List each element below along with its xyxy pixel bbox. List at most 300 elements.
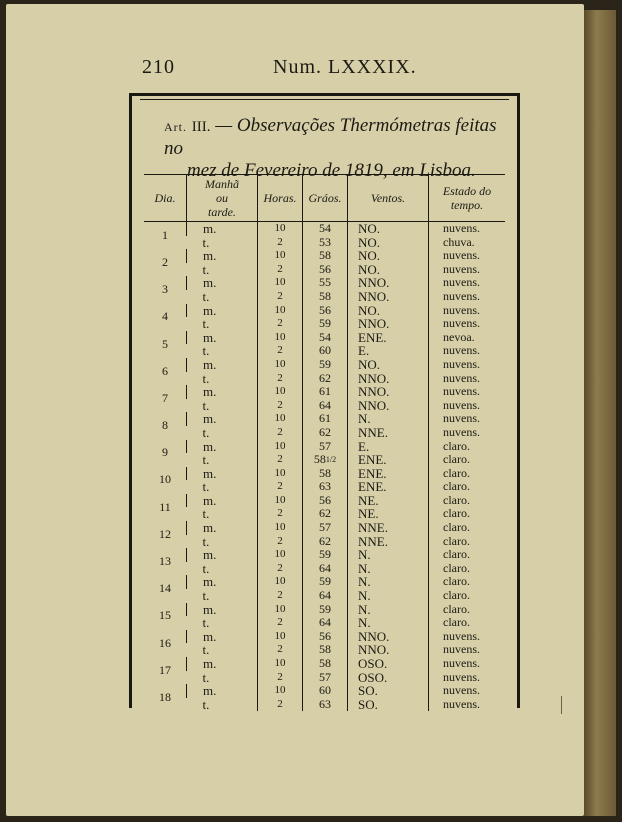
hours-cell [258,698,303,712]
degrees-cell [303,548,348,562]
degrees-fraction: 1/2 [325,455,337,465]
wind-cell-value: NNO. [358,316,390,332]
hours-cell-value: 2 [277,398,283,411]
wind-cell-value: N. [358,615,371,631]
weather-cell [429,276,506,290]
day-cell: 7 [162,390,168,405]
degrees-cell-value: 58 [319,288,331,303]
weather-cell-value: nuvens. [443,370,480,385]
weather-cell [429,616,506,630]
wind-cell [348,698,429,712]
degrees-cell [303,671,348,685]
time-of-day-cell-value: t. [202,397,210,413]
weather-cell-value: nuvens. [443,316,480,331]
time-of-day-cell-value: t. [202,370,210,386]
weather-cell [429,426,506,440]
wind-cell [348,453,429,467]
weather-cell-value: nuvens. [443,696,480,711]
degrees-cell-value: 59 [319,316,331,331]
wind-cell-value: N. [358,411,371,427]
degrees-cell [303,562,348,576]
day-cell: 3 [162,282,168,297]
time-of-day-cell-value: t. [202,288,210,304]
degrees-cell [303,317,348,331]
weather-cell [429,548,506,562]
day-cell: 16 [159,635,171,650]
table-row [144,236,505,250]
weather-cell [429,331,506,345]
hours-cell-value: 10 [274,575,286,588]
table-row [144,263,505,277]
degrees-cell [303,372,348,386]
hours-cell [258,317,303,331]
day-cell: 2 [162,254,168,269]
weather-cell [429,372,506,386]
weather-cell [429,684,506,698]
weather-cell [429,480,506,494]
degrees-cell [303,426,348,440]
time-of-day-cell [187,562,258,576]
time-of-day-cell [187,507,258,521]
wind-cell-value: NNE. [358,424,388,440]
wind-cell [348,684,429,698]
degrees-cell [303,589,348,603]
weather-cell-value: chuva. [443,234,475,249]
degrees-cell [303,249,348,263]
hours-cell-value: 2 [277,344,283,357]
table-row [144,290,505,304]
degrees-cell [303,643,348,657]
hours-cell [258,331,303,345]
wind-cell [348,535,429,549]
wind-cell-value: OSO. [358,669,388,685]
wind-cell [348,385,429,399]
degrees-cell-value: 58 [319,642,331,657]
wind-cell-value: NO. [358,221,381,236]
hours-cell-value: 2 [277,616,283,629]
weather-cell-value: claro. [443,438,470,453]
degrees-cell-value: 64 [319,560,331,575]
table-row [144,684,505,698]
weather-cell [429,643,506,657]
day-cell: 1 [162,227,168,242]
day-cell: 12 [159,526,171,541]
degrees-cell-value: 64 [319,397,331,412]
wind-cell-value: NNO. [358,275,390,291]
time-of-day-cell [187,249,258,263]
wind-cell-value: NNO. [358,288,390,304]
time-of-day-cell [187,290,258,304]
hours-cell-value: 2 [277,589,283,602]
degrees-cell [303,480,348,494]
hours-cell [258,290,303,304]
degrees-cell-value: 58 [319,248,331,263]
degrees-cell [303,467,348,481]
time-of-day-cell-value: t. [202,424,210,440]
weather-cell [429,630,506,644]
col-manha-line-2: ou [216,191,228,205]
degrees-cell [303,698,348,712]
degrees-cell-value: 59 [319,601,331,616]
wind-cell-value: N. [358,601,371,617]
time-of-day-cell-value: t. [202,506,210,522]
wind-cell [348,671,429,685]
time-of-day-cell-value: m. [203,221,217,236]
weather-cell [429,494,506,508]
time-of-day-cell-value: m. [203,628,217,644]
hours-cell-value: 2 [277,317,283,330]
time-of-day-cell [187,657,258,671]
time-of-day-cell [187,412,258,426]
wind-cell [348,426,429,440]
weather-cell-value: claro. [443,560,470,575]
hours-cell-value: 2 [277,697,283,710]
wind-cell [348,263,429,277]
wind-cell [348,643,429,657]
time-of-day-cell-value: m. [203,574,217,590]
degrees-cell [303,385,348,399]
day-cell: 9 [162,445,168,460]
time-of-day-cell [187,304,258,318]
weather-cell-value: claro. [443,574,470,589]
weather-cell-value: claro. [443,492,470,507]
hours-cell [258,684,303,698]
time-of-day-cell-value: t. [202,452,210,468]
table-row [144,548,505,562]
hours-cell-value: 2 [277,235,283,248]
time-of-day-cell [187,276,258,290]
table-row [144,630,505,644]
weather-cell [429,304,506,318]
time-of-day-cell-value: m. [203,356,217,372]
degrees-cell-value: 60 [319,683,331,698]
wind-cell-value: NNO. [358,397,390,413]
book-edge [584,10,616,816]
wind-cell [348,575,429,589]
wind-cell-value: NO. [358,261,381,277]
time-of-day-cell-value: t. [202,560,210,576]
hours-cell [258,507,303,521]
hours-cell-value: 2 [277,507,283,520]
table-row [144,412,505,426]
weather-cell-value: claro. [443,479,470,494]
degrees-cell-value: 56 [319,492,331,507]
table-row [144,344,505,358]
time-of-day-cell-value: m. [203,438,217,454]
title-line-1: — Observações Thermómetras feitas no [164,115,497,159]
time-of-day-cell [187,589,258,603]
degrees-cell-value: 61 [319,384,331,399]
time-of-day-cell-value: t. [202,316,210,332]
table-row [144,372,505,386]
degrees-cell [303,236,348,250]
day-cell: 17 [159,662,171,677]
wind-cell-value: NE. [358,506,379,522]
col-estado: Estado do tempo. [429,175,506,222]
time-of-day-cell-value: m. [203,465,217,481]
table-row [144,399,505,413]
weather-cell [429,358,506,372]
weather-cell-value: claro. [443,506,470,521]
time-of-day-cell-value: t. [202,343,210,359]
weather-cell [429,535,506,549]
degrees-cell [303,535,348,549]
col-manha-line-1: Manhã [205,177,239,191]
hours-cell [258,412,303,426]
wind-cell [348,222,429,236]
weather-cell [429,657,506,671]
degrees-cell-value: 54 [319,221,331,235]
weather-cell [429,603,506,617]
degrees-cell [303,630,348,644]
wind-cell-value: NO. [358,234,381,250]
hours-cell-value: 2 [277,453,283,466]
hours-cell-value: 10 [274,684,286,697]
time-of-day-cell-value: m. [203,384,217,400]
wind-cell-value: NNE. [358,520,388,536]
weather-cell-value: claro. [443,465,470,480]
time-of-day-cell [187,399,258,413]
weather-cell-value: nuvens. [443,642,480,657]
day-cell: 10 [159,472,171,487]
weather-cell [429,399,506,413]
table-row [144,385,505,399]
weather-cell [429,589,506,603]
time-of-day-cell-value: t. [202,234,210,250]
hours-cell-value: 2 [277,262,283,275]
hours-cell-value: 10 [274,657,286,669]
table-row [144,616,505,630]
hours-cell [258,372,303,386]
degrees-cell [303,344,348,358]
day-cell: 5 [162,336,168,351]
wind-cell-value: E. [358,343,370,359]
day-cell: 11 [159,499,171,514]
weather-cell [429,575,506,589]
weather-cell-value: nuvens. [443,411,480,426]
degrees-cell-value: 62 [319,533,331,548]
hours-cell-value: 10 [274,276,286,289]
page-number: 210 [142,56,175,78]
degrees-cell [303,304,348,318]
col-manha-line-3: tarde. [208,205,236,219]
day-cell: 4 [162,309,168,324]
table-row [144,317,505,331]
hours-cell [258,548,303,562]
time-of-day-cell-value: m. [203,492,217,508]
time-of-day-cell [187,426,258,440]
hours-cell [258,575,303,589]
hours-cell-value: 10 [274,412,286,425]
hours-cell [258,589,303,603]
table-body [144,222,505,712]
wind-cell [348,344,429,358]
degrees-cell [303,657,348,671]
time-of-day-cell [187,698,258,712]
wind-cell [348,589,429,603]
table-frame [129,93,520,712]
weather-cell-value: claro. [443,615,470,630]
degrees-cell-value: 54 [319,329,331,344]
degrees-cell-value: 57 [319,669,331,684]
degrees-cell-value: 61 [319,411,331,426]
degrees-cell-value: 53 [319,234,331,249]
degrees-cell-value: 63 [319,696,331,711]
time-of-day-cell-value: t. [202,615,210,631]
hours-cell [258,671,303,685]
wind-cell [348,236,429,250]
weather-cell [429,521,506,535]
day-cell: 13 [159,554,171,569]
time-of-day-cell [187,358,258,372]
wind-cell [348,630,429,644]
time-of-day-cell [187,440,258,454]
hours-cell [258,358,303,372]
wind-cell [348,494,429,508]
weather-cell-value: nuvens. [443,343,480,358]
wind-cell [348,467,429,481]
table-header-row [144,175,505,222]
hours-cell-value: 10 [274,303,286,316]
degrees-cell-value: 56 [319,261,331,276]
time-of-day-cell-value: t. [202,533,210,549]
weather-cell [429,412,506,426]
wind-cell-value: NE. [358,492,379,508]
degrees-cell [303,290,348,304]
degrees-cell-value: 55 [319,275,331,290]
wind-cell-value: N. [358,574,371,590]
time-of-day-cell [187,603,258,617]
table-row [144,643,505,657]
table-row [144,698,505,712]
hours-cell [258,453,303,467]
wind-cell [348,603,429,617]
time-of-day-cell-value: t. [202,261,210,277]
weather-cell [429,507,506,521]
weather-cell [429,344,506,358]
time-of-day-cell-value: m. [203,601,217,617]
running-head: Num. LXXXIX. [273,56,417,78]
col-ventos: Ventos. [348,175,429,222]
hours-cell [258,480,303,494]
hours-cell-value: 2 [277,643,283,656]
hours-cell-value: 10 [274,385,286,398]
hours-cell [258,385,303,399]
weather-cell-value: nuvens. [443,248,480,263]
time-of-day-cell [187,480,258,494]
degrees-cell-value: 56 [319,628,331,643]
degrees-cell-value: 59 [319,356,331,371]
hours-cell [258,344,303,358]
hours-cell-value: 2 [277,371,283,384]
table-row [144,575,505,589]
degrees-cell [303,358,348,372]
day-cell: 18 [159,689,171,704]
hours-cell [258,304,303,318]
day-cell: 8 [162,418,168,433]
degrees-cell [303,507,348,521]
table-row [144,222,505,236]
time-of-day-cell [187,535,258,549]
degrees-cell-value: 58 [313,452,326,467]
table-row [144,426,505,440]
weather-cell-value: claro. [443,520,470,535]
hours-cell [258,521,303,535]
time-of-day-cell-value: t. [202,479,210,495]
wind-cell [348,249,429,263]
time-of-day-cell [187,317,258,331]
weather-cell-value: claro. [443,588,470,603]
time-of-day-cell [187,222,258,236]
weather-cell-value: nevoa. [443,329,475,344]
table-row [144,603,505,617]
weather-cell-value: claro. [443,547,470,562]
hours-cell-value: 2 [277,561,283,574]
table-row [144,480,505,494]
weather-cell [429,249,506,263]
time-of-day-cell [187,344,258,358]
col-graos: Gráos. [303,175,348,222]
weather-cell-value: nuvens. [443,356,480,371]
degrees-cell [303,222,348,236]
time-of-day-cell [187,467,258,481]
time-of-day-cell [187,385,258,399]
hours-cell [258,657,303,671]
wind-cell-value: NNE. [358,533,388,549]
table-row [144,453,505,467]
time-of-day-cell [187,236,258,250]
table-row [144,358,505,372]
weather-cell-value: nuvens. [443,221,480,235]
wind-cell [348,276,429,290]
degrees-cell-value: 59 [319,547,331,562]
degrees-cell [303,263,348,277]
weather-cell-value: nuvens. [443,302,480,317]
hours-cell [258,399,303,413]
degrees-cell [303,412,348,426]
table-row [144,494,505,508]
hours-cell-value: 10 [274,222,286,234]
table-row [144,562,505,576]
table-row [144,507,505,521]
wind-cell-value: ENE. [358,452,387,468]
table-title [146,115,506,182]
hours-cell [258,562,303,576]
hours-cell-value: 10 [274,521,286,534]
time-of-day-cell-value: m. [203,547,217,563]
degrees-cell [303,521,348,535]
wind-cell-value: SO. [358,683,378,699]
weather-cell [429,236,506,250]
wind-cell-value: SO. [358,696,378,712]
weather-cell-value: nuvens. [443,669,480,684]
wind-cell [348,562,429,576]
observations-table [144,174,505,711]
degrees-cell-value: 58 [319,465,331,480]
time-of-day-cell-value: m. [203,275,217,291]
time-of-day-cell [187,548,258,562]
hours-cell-value: 10 [274,602,286,615]
weather-cell [429,671,506,685]
wind-cell-value: NNO. [358,384,390,400]
table-row [144,276,505,290]
time-of-day-cell-value: m. [203,329,217,345]
hours-cell [258,222,303,236]
degrees-cell-value: 57 [319,520,331,535]
weather-cell [429,290,506,304]
hours-cell [258,535,303,549]
hours-cell [258,440,303,454]
